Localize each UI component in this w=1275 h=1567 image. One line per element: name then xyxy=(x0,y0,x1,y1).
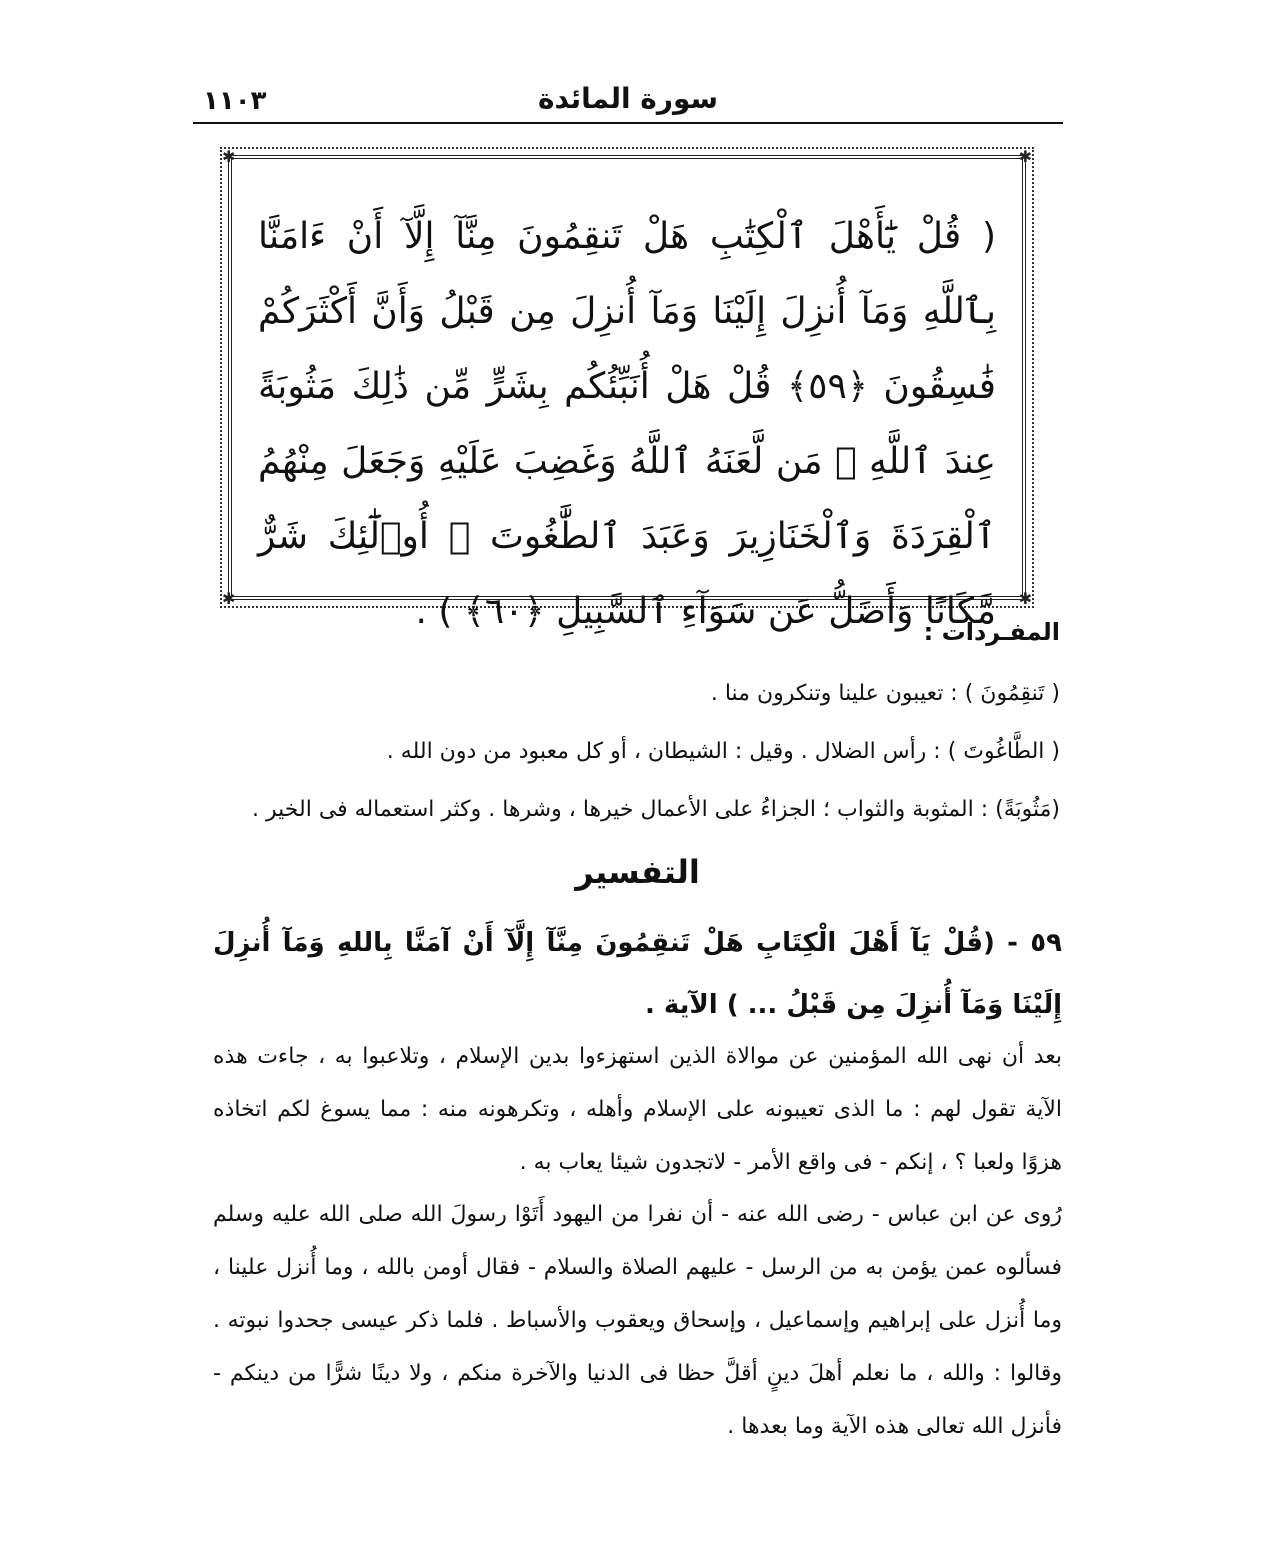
page-header xyxy=(193,70,1063,124)
frame-corner-ornament: ✱ xyxy=(1018,589,1032,608)
page-number: ١١٠٣ xyxy=(203,86,267,116)
surah-title: سورة المائدة xyxy=(537,82,719,115)
frame-corner-ornament: ✱ xyxy=(1018,147,1032,166)
vocabulary-list xyxy=(210,665,1060,839)
frame-corner-ornament: ✱ xyxy=(222,589,236,608)
frame-corner-ornament: ✱ xyxy=(222,147,236,166)
vocabulary-item: ( الطَّاغُوتَ ) : رأس الضلال . وقيل : الشيطان ، أو كل معبود من دون الله . xyxy=(386,739,1060,764)
vocabulary-label: المفـردات : xyxy=(923,618,1060,646)
header-rule xyxy=(193,122,1063,124)
tafsir-paragraph: رُوى عن ابن عباس - رضى الله عنه - أن نفرا من اليهود أَتَوْا رسولَ الله صلى الله عليه وسلم فسألوه عمن يؤمن به من الرسل - عليهم الصلاة والسلام - فقال أومن بالله ، وما أُنزل علينا ، وما أُنزل على إبراهيم وإسماعيل ، وإسحاق ويعقوب والأسباط . فلما ذكر عيسى جحدوا نبوته . وقالوا : والله ، ما نعلم أهلَ دينٍ أقلَّ حظا فى الدنيا والآخرة منكم ، ولا دينًا شرًّا من دينكم - فأنزل الله تعالى هذه الآية وما بعدها . xyxy=(213,1202,1062,1439)
vocabulary-item: ( تَنقِمُونَ ) : تعيبون علينا وتنكرون منا . xyxy=(710,681,1060,706)
quran-verse: ( قُلْ يَٰٓأَهْلَ ٱلْكِتَٰبِ هَلْ تَنقِمُونَ مِنَّآ إِلَّآ أَنْ ءَامَنَّا بِٱللَّهِ وَمَآ أُنزِلَ إِلَيْنَا وَمَآ أُنزِلَ مِن قَبْلُ وَأَنَّ أَكْثَرَكُمْ فَٰسِقُونَ ﴿٥٩﴾ قُلْ هَلْ أُنَبِّئُكُم بِشَرٍّ مِّن ذَٰلِكَ مَثُوبَةً عِندَ ٱللَّهِ ۚ مَن لَّعَنَهُ ٱللَّهُ وَغَضِبَ عَلَيْهِ وَجَعَلَ مِنْهُمُ ٱلْقِرَدَةَ وَٱلْخَنَازِيرَ وَعَبَدَ ٱلطَّٰغُوتَ ۚ أُو۟لَٰٓئِكَ شَرٌّ مَّكَانًا وَأَضَلُّ عَن سَوَآءِ ٱلسَّبِيلِ ﴿٦٠﴾ ) . xyxy=(258,216,996,632)
verse-frame xyxy=(222,147,1032,632)
tafsir-verse-reference: ٥٩ - (قُلْ يَآ أَهْلَ الْكِتَابِ هَلْ تَنقِمُونَ مِنَّآ إِلَّآ أَنْ آمَنَّا بِاللهِ وَمَآ أُنزِلَ إِلَيْنَا وَمَآ أُنزِلَ مِن قَبْلُ ... ) الآية . xyxy=(213,928,1062,1020)
tafsir-paragraph: بعد أن نهى الله المؤمنين عن موالاة الذين استهزءوا بدين الإسلام ، وتلاعبوا به ، جاءت هذه الآية تقول لهم : ما الذى تعيبونه على الإسلام وأهله ، وتكرهونه منه : مما يسوغ لكم اتخاذه هزوًا ولعبا ؟ ، إنكم - فى واقع الأمر - لاتجدون شيئا يعاب به . xyxy=(213,1044,1062,1175)
tafsir-heading: التفسير xyxy=(575,853,700,891)
vocabulary-item: (مَثُوبَةً) : المثوبة والثواب ؛ الجزاءُ على الأعمال خيرها ، وشرها . وكثر استعماله فى الخير . xyxy=(252,797,1060,822)
